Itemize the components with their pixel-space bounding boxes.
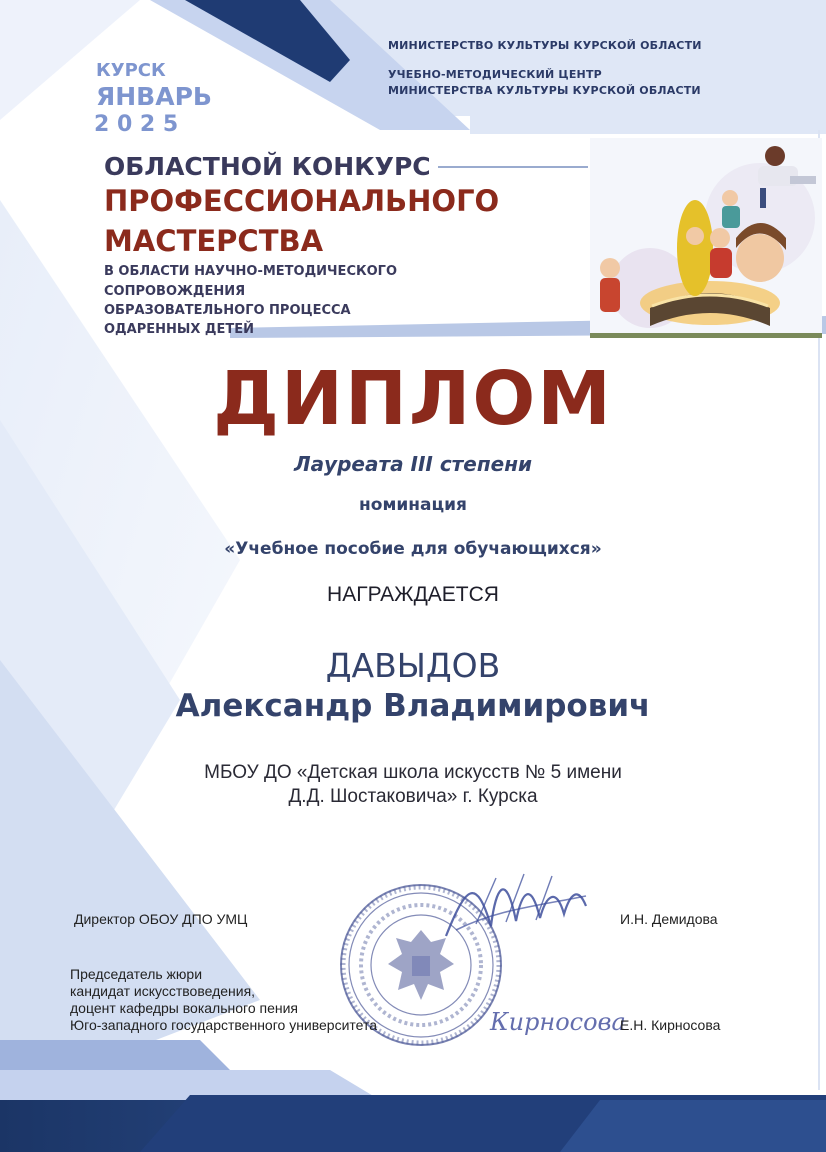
awarded-label: НАГРАЖДАЕТСЯ [327,583,499,606]
center-name-line1: УЧЕБНО-МЕТОДИЧЕСКИЙ ЦЕНТР [388,68,602,81]
jury-chair-line3: доцент кафедры вокального пения [70,1000,298,1016]
nomination-name: «Учебное пособие для обучающихся» [224,539,602,559]
diploma-title: ДИПЛОМ [213,356,613,442]
event-city: КУРСК [96,60,166,81]
jury-chair-line4: Юго-западного государственного университета [70,1017,378,1033]
event-year: 2 0 2 5 [94,112,179,137]
recipient-given-names: Александр Владимирович [175,688,651,724]
contest-title-line1: ОБЛАСТНОЙ КОНКУРС [104,152,431,181]
director-title: Директор ОБОУ ДПО УМЦ [74,911,248,927]
contest-title-line2: ПРОФЕССИОНАЛЬНОГО [104,184,500,218]
director-name: И.Н. Демидова [620,911,718,927]
organization-line2: Д.Д. Шостаковича» г. Курска [288,786,538,807]
jury-chair-line1: Председатель жюри [70,966,203,982]
ministry-name: МИНИСТЕРСТВО КУЛЬТУРЫ КУРСКОЙ ОБЛАСТИ [388,39,702,52]
contest-title-line3: МАСТЕРСТВА [104,224,324,258]
laureate-degree: Лауреата III степени [293,452,533,476]
center-name-line2: МИНИСТЕРСТВА КУЛЬТУРЫ КУРСКОЙ ОБЛАСТИ [388,84,701,97]
director-signature-scribble [436,866,596,956]
contest-subtitle-line2: СОПРОВОЖДЕНИЯ [104,284,246,299]
contest-subtitle-line4: ОДАРЕННЫХ ДЕТЕЙ [104,322,254,337]
jury-chair-line2: кандидат искусствоведения, [70,983,256,999]
contest-subtitle-line3: ОБРАЗОВАТЕЛЬНОГО ПРОЦЕССА [104,303,351,318]
jury-chair-name: Е.Н. Кирносова [620,1017,721,1033]
organization-line1: МБОУ ДО «Детская школа искусств № 5 имени [204,762,622,783]
recipient-surname: ДАВЫДОВ [325,646,501,685]
children-reading-illustration [590,138,822,338]
header-panel [378,0,826,116]
nomination-label: номинация [359,495,467,515]
jury-handwritten-signature: Кирносова [490,1008,626,1036]
contest-subtitle-line1: В ОБЛАСТИ НАУЧНО-МЕТОДИЧЕСКОГО [104,264,397,279]
event-month: ЯНВАРЬ [96,82,212,111]
